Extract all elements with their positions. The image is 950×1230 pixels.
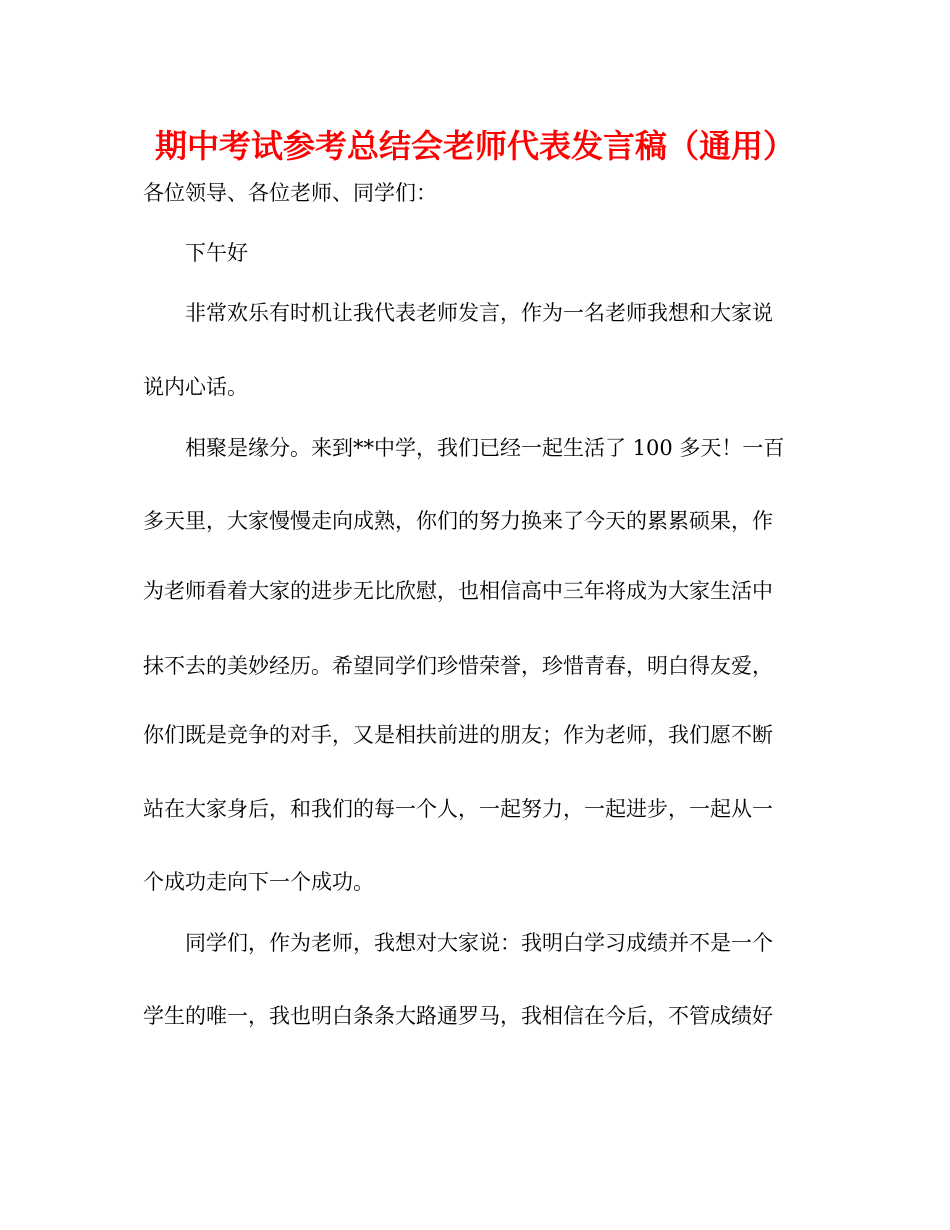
paragraph-line: 个成功走向下一个成功。	[143, 870, 374, 894]
paragraph-line: 相聚是缘分。来到**中学，我们已经一起生活了 100 多天！一百	[185, 436, 785, 460]
paragraph-line: 站在大家身后，和我们的每一个人，一起努力，一起进步，一起从一	[143, 797, 773, 821]
paragraph-line: 同学们，作为老师，我想对大家说：我明白学习成绩并不是一个	[185, 931, 773, 955]
paragraph-line: 你们既是竞争的对手，又是相扶前进的朋友；作为老师，我们愿不断	[143, 723, 773, 747]
paragraph-line: 为老师看着大家的进步无比欣慰，也相信高中三年将成为大家生活中	[143, 579, 773, 603]
document-title: 期中考试参考总结会老师代表发言稿（通用）	[154, 127, 795, 165]
greeting-line: 下午好	[185, 241, 248, 265]
paragraph-line: 说内心话。	[143, 375, 248, 399]
paragraph-line: 抹不去的美妙经历。希望同学们珍惜荣誉，珍惜青春，明白得友爱，	[143, 654, 773, 678]
paragraph-line: 学生的唯一，我也明白条条大路通罗马，我相信在今后，不管成绩好	[143, 1004, 773, 1028]
paragraph-line: 非常欢乐有时机让我代表老师发言，作为一名老师我想和大家说	[185, 301, 773, 325]
salutation-line: 各位领导、各位老师、同学们：	[143, 181, 437, 205]
paragraph-line: 多天里，大家慢慢走向成熟，你们的努力换来了今天的累累硕果，作	[143, 509, 773, 533]
